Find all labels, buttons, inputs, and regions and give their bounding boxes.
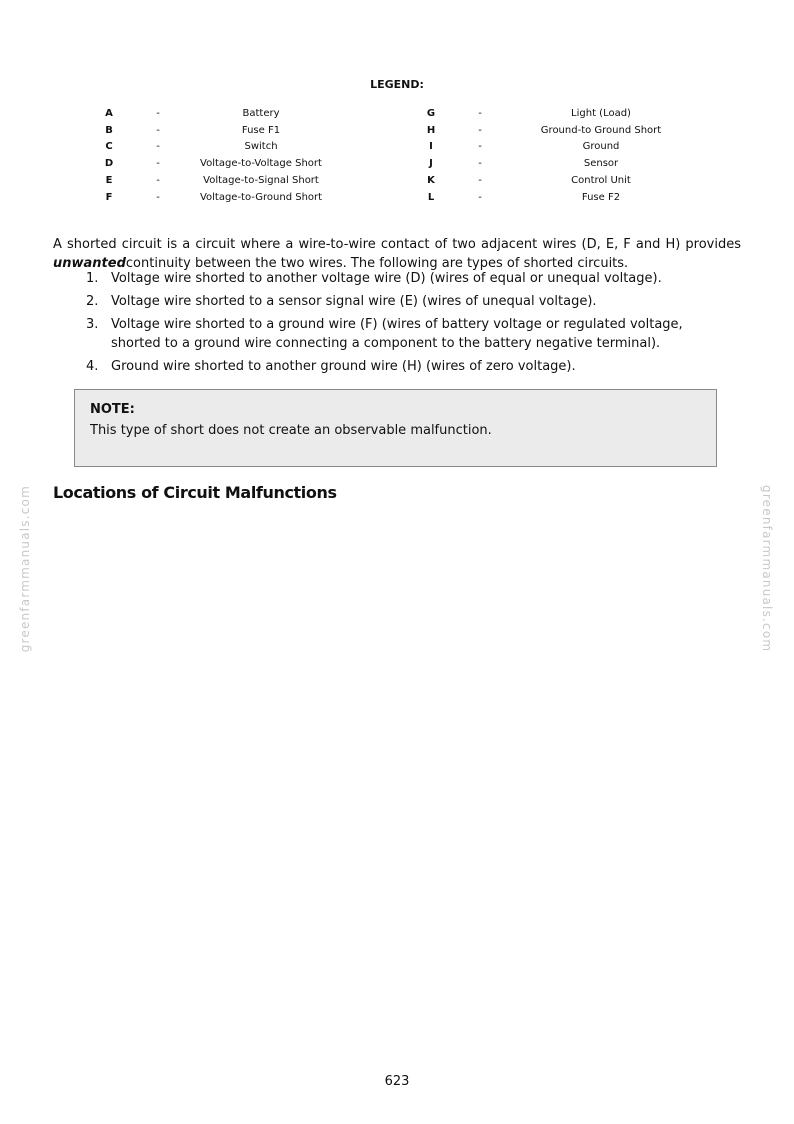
- list-item-number: 2.: [86, 294, 99, 309]
- watermark-right: greenfarmmanuals.com: [760, 485, 774, 653]
- note-text: This type of short does not create an observable malfunction.: [90, 423, 492, 438]
- legend-label: Switch: [244, 141, 278, 153]
- legend-row: [86, 105, 696, 122]
- legend-row: [86, 172, 696, 189]
- legend-dash: -: [156, 124, 160, 136]
- intro-text-part2: continuity between the two wires. The following are types of shorted circuits.: [125, 256, 629, 271]
- legend-letter: J: [429, 158, 433, 170]
- legend-letter: L: [427, 191, 435, 203]
- list-item-number: 4.: [86, 359, 99, 374]
- legend-letter: B: [105, 124, 113, 136]
- section-heading: Locations of Circuit Malfunctions: [53, 483, 337, 502]
- legend-gap: [338, 105, 408, 122]
- legend-gap: [338, 172, 408, 189]
- list-item-text: Voltage wire shorted to a ground wire (F) (wires of battery voltage or regulated voltage, shorted to a ground wire connecting a component to the battery negative terminal).: [111, 317, 683, 351]
- legend-gap: [338, 139, 408, 156]
- legend-letter: C: [105, 141, 113, 153]
- legend-label: Voltage-to-Ground Short: [199, 191, 323, 203]
- legend-label: Sensor: [583, 158, 619, 170]
- legend-dash: -: [478, 141, 482, 153]
- intro-text-part1: A shorted circuit is a circuit where a wire-to-wire contact of two adjacent wires (D, E, F and H) provides: [53, 237, 741, 252]
- list-item: [78, 292, 728, 311]
- legend-letter: G: [426, 107, 436, 119]
- legend-dash: -: [478, 124, 482, 136]
- legend-letter: E: [105, 175, 113, 187]
- list-item-number: 1.: [86, 271, 99, 286]
- legend-dash: -: [478, 175, 482, 187]
- list-item: [78, 269, 728, 288]
- list-item: [78, 315, 728, 353]
- legend-gap: [338, 189, 408, 206]
- watermark-left: greenfarmmanuals.com: [18, 485, 32, 653]
- page-number: 623: [384, 1074, 410, 1089]
- list-item: [78, 357, 728, 376]
- short-types-list: [78, 269, 728, 380]
- legend-row: [86, 155, 696, 172]
- list-item-text: Voltage wire shorted to a sensor signal wire (E) (wires of unequal voltage).: [111, 294, 597, 309]
- legend-row: [86, 122, 696, 139]
- list-item-number: 3.: [86, 317, 99, 332]
- legend-dash: -: [156, 158, 160, 170]
- legend-label: Light (Load): [571, 107, 631, 119]
- legend-title: LEGEND:: [370, 78, 424, 91]
- legend-letter: H: [426, 124, 436, 136]
- list-item-text: Ground wire shorted to another ground wire (H) (wires of zero voltage).: [111, 359, 576, 374]
- legend-letter: K: [427, 175, 435, 187]
- list-item-text: Voltage wire shorted to another voltage wire (D) (wires of equal or unequal voltage).: [111, 271, 662, 286]
- legend-label: Ground-to Ground Short: [540, 124, 662, 136]
- intro-paragraph: [53, 235, 741, 273]
- note-title: NOTE:: [90, 402, 135, 417]
- intro-emphasis: unwanted: [53, 256, 126, 271]
- legend-table: [86, 105, 696, 206]
- legend-label: Fuse F2: [581, 191, 621, 203]
- legend-dash: -: [156, 141, 160, 153]
- legend-dash: -: [478, 107, 482, 119]
- legend-gap: [338, 122, 408, 139]
- legend-letter: I: [429, 141, 433, 153]
- note-box: [74, 389, 717, 467]
- legend-letter: A: [105, 107, 113, 119]
- legend-label: Voltage-to-Voltage Short: [200, 158, 322, 170]
- legend-label: Ground: [582, 141, 620, 153]
- legend-label: Fuse F1: [241, 124, 281, 136]
- legend-label: Control Unit: [571, 175, 631, 187]
- legend-letter: D: [104, 158, 114, 170]
- legend-gap: [338, 155, 408, 172]
- legend-label: Voltage-to-Signal Short: [203, 175, 319, 187]
- legend-dash: -: [478, 191, 482, 203]
- legend-row: [86, 189, 696, 206]
- legend-dash: -: [156, 107, 160, 119]
- legend-dash: -: [156, 175, 160, 187]
- legend-row: [86, 139, 696, 156]
- legend-letter: F: [105, 191, 113, 203]
- legend-dash: -: [156, 191, 160, 203]
- legend-label: Battery: [242, 107, 280, 119]
- legend-dash: -: [478, 158, 482, 170]
